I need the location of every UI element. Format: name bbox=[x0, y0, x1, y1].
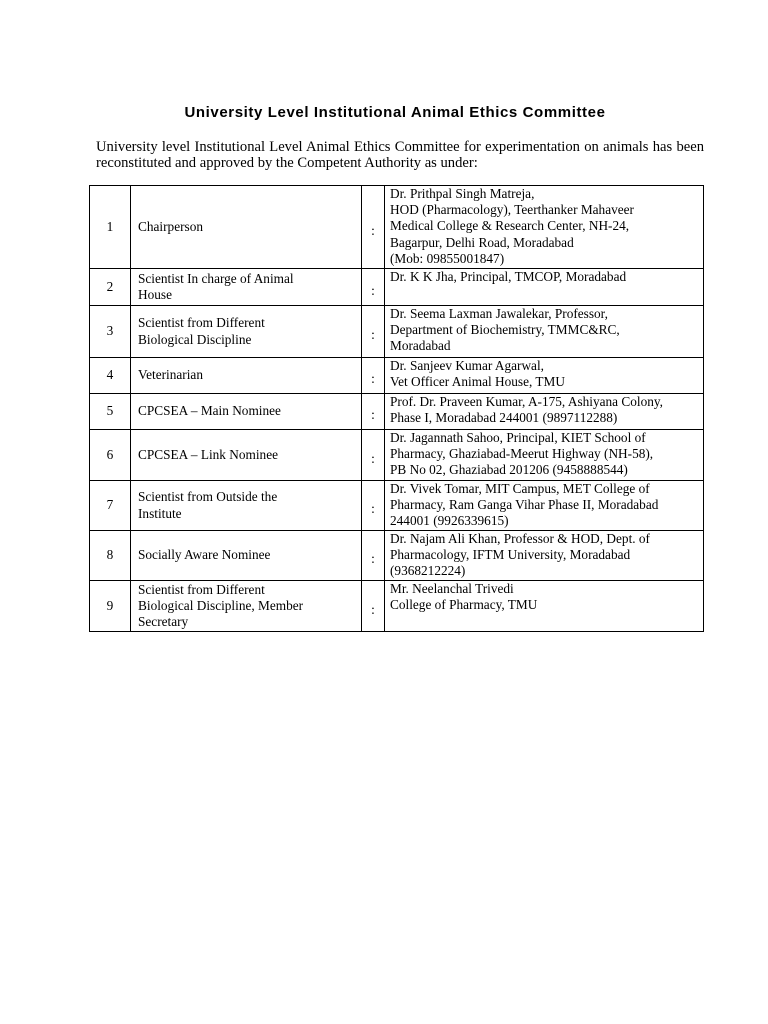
member-line: (9368212224) bbox=[390, 563, 466, 579]
table-row bbox=[90, 581, 704, 632]
row-number: 5 bbox=[90, 394, 131, 430]
committee-role bbox=[131, 531, 362, 581]
row-number: 2 bbox=[90, 269, 131, 306]
member-line: Medical College & Research Center, NH-24, bbox=[390, 218, 630, 234]
committee-member bbox=[385, 481, 704, 531]
role-line: Veterinarian bbox=[138, 367, 203, 383]
role-line: Biological Discipline, Member bbox=[138, 597, 304, 613]
member-line: Pharmacy, Ram Ganga Vihar Phase II, Moradabad bbox=[390, 497, 659, 513]
table-row bbox=[90, 531, 704, 581]
committee-member bbox=[385, 306, 704, 358]
page-title: University Level Institutional Animal Ethics Committee bbox=[184, 104, 606, 121]
row-number: 6 bbox=[90, 430, 131, 481]
member-line: Pharmacology, IFTM University, Moradabad bbox=[390, 547, 631, 563]
intro-paragraph: University level Institutional Level Animal Ethics Committee for experimentation on animals has been reconstituted and approved by the Competent Authority as under: bbox=[96, 139, 704, 171]
role-line: House bbox=[138, 287, 172, 302]
committee-role bbox=[131, 481, 362, 531]
separator-colon: : bbox=[371, 450, 375, 466]
member-line: PB No 02, Ghaziabad 201206 (9458888544) bbox=[390, 462, 628, 478]
member-line: Bagarpur, Delhi Road, Moradabad bbox=[390, 234, 574, 250]
row-number: 8 bbox=[90, 531, 131, 581]
committee-role bbox=[131, 306, 362, 358]
role-line: CPCSEA – Link Nominee bbox=[138, 446, 278, 462]
role-line: Scientist from Outside the bbox=[138, 489, 278, 505]
row-number: 4 bbox=[90, 358, 131, 394]
separator-cell bbox=[362, 430, 385, 481]
committee-table-body bbox=[90, 186, 704, 632]
separator-colon: : bbox=[371, 501, 375, 517]
member-line: HOD (Pharmacology), Teerthanker Mahaveer bbox=[390, 202, 634, 218]
member-line: Dr. Prithpal Singh Matreja, bbox=[390, 186, 535, 201]
member-line: Dr. Jagannath Sahoo, Principal, KIET School of bbox=[390, 430, 646, 445]
role-line: Scientist from Different bbox=[138, 581, 265, 597]
member-line: Dr. Seema Laxman Jawalekar, Professor, bbox=[390, 306, 608, 321]
separator-colon: : bbox=[371, 371, 375, 387]
separator-cell bbox=[362, 186, 385, 269]
member-line: Phase I, Moradabad 244001 (9897112288) bbox=[390, 410, 618, 426]
committee-role bbox=[131, 358, 362, 394]
role-line: Scientist from Different bbox=[138, 315, 265, 331]
table-row bbox=[90, 306, 704, 358]
committee-role bbox=[131, 186, 362, 269]
committee-table bbox=[89, 185, 704, 632]
separator-colon: : bbox=[371, 407, 375, 423]
table-row bbox=[90, 358, 704, 394]
committee-member bbox=[385, 531, 704, 581]
table-row bbox=[90, 186, 704, 269]
row-number: 7 bbox=[90, 481, 131, 531]
table-row bbox=[90, 481, 704, 531]
committee-role bbox=[131, 394, 362, 430]
committee-member bbox=[385, 430, 704, 481]
member-line: Vet Officer Animal House, TMU bbox=[390, 374, 565, 390]
member-line: Dr. Najam Ali Khan, Professor & HOD, Dept. of bbox=[390, 531, 650, 546]
member-line: Department of Biochemistry, TMMC&RC, bbox=[390, 322, 620, 338]
table-row bbox=[90, 394, 704, 430]
role-line: Institute bbox=[138, 505, 182, 521]
separator-colon: : bbox=[371, 222, 375, 238]
committee-role bbox=[131, 430, 362, 481]
separator-colon: : bbox=[371, 601, 375, 617]
role-line: Chairperson bbox=[138, 218, 203, 234]
separator-colon: : bbox=[371, 282, 375, 298]
member-line: 244001 (9926339615) bbox=[390, 513, 509, 529]
role-line: Socially Aware Nominee bbox=[138, 547, 271, 563]
member-line: Prof. Dr. Praveen Kumar, A-175, Ashiyana Colony, bbox=[390, 394, 664, 409]
row-number: 9 bbox=[90, 581, 131, 632]
member-line: Dr. Vivek Tomar, MIT Campus, MET College of bbox=[390, 481, 650, 496]
committee-member bbox=[385, 186, 704, 269]
committee-role bbox=[131, 269, 362, 306]
separator-cell bbox=[362, 531, 385, 581]
separator-cell bbox=[362, 269, 385, 306]
committee-member bbox=[385, 581, 704, 632]
member-line: College of Pharmacy, TMU bbox=[390, 597, 538, 613]
committee-member bbox=[385, 358, 704, 394]
member-line: Dr. Sanjeev Kumar Agarwal, bbox=[390, 358, 544, 373]
role-line: Secretary bbox=[138, 614, 189, 630]
member-line: Pharmacy, Ghaziabad-Meerut Highway (NH-58), bbox=[390, 446, 654, 462]
committee-role bbox=[131, 581, 362, 632]
row-number: 1 bbox=[90, 186, 131, 269]
separator-colon: : bbox=[371, 327, 375, 343]
role-line: CPCSEA – Main Nominee bbox=[138, 403, 281, 419]
member-line: Mr. Neelanchal Trivedi bbox=[390, 581, 514, 596]
role-line: Scientist In charge of Animal bbox=[138, 270, 294, 286]
separator-cell bbox=[362, 358, 385, 394]
table-row bbox=[90, 269, 704, 306]
member-line: Moradabad bbox=[390, 338, 451, 354]
member-line: (Mob: 09855001847) bbox=[390, 250, 505, 266]
row-number: 3 bbox=[90, 306, 131, 358]
table-row bbox=[90, 430, 704, 481]
committee-member bbox=[385, 394, 704, 430]
separator-colon: : bbox=[371, 551, 375, 567]
committee-member bbox=[385, 269, 704, 306]
role-line: Biological Discipline bbox=[138, 331, 252, 347]
member-line: Dr. K K Jha, Principal, TMCOP, Moradabad bbox=[390, 269, 627, 284]
separator-cell bbox=[362, 394, 385, 430]
separator-cell bbox=[362, 306, 385, 358]
separator-cell bbox=[362, 581, 385, 632]
separator-cell bbox=[362, 481, 385, 531]
